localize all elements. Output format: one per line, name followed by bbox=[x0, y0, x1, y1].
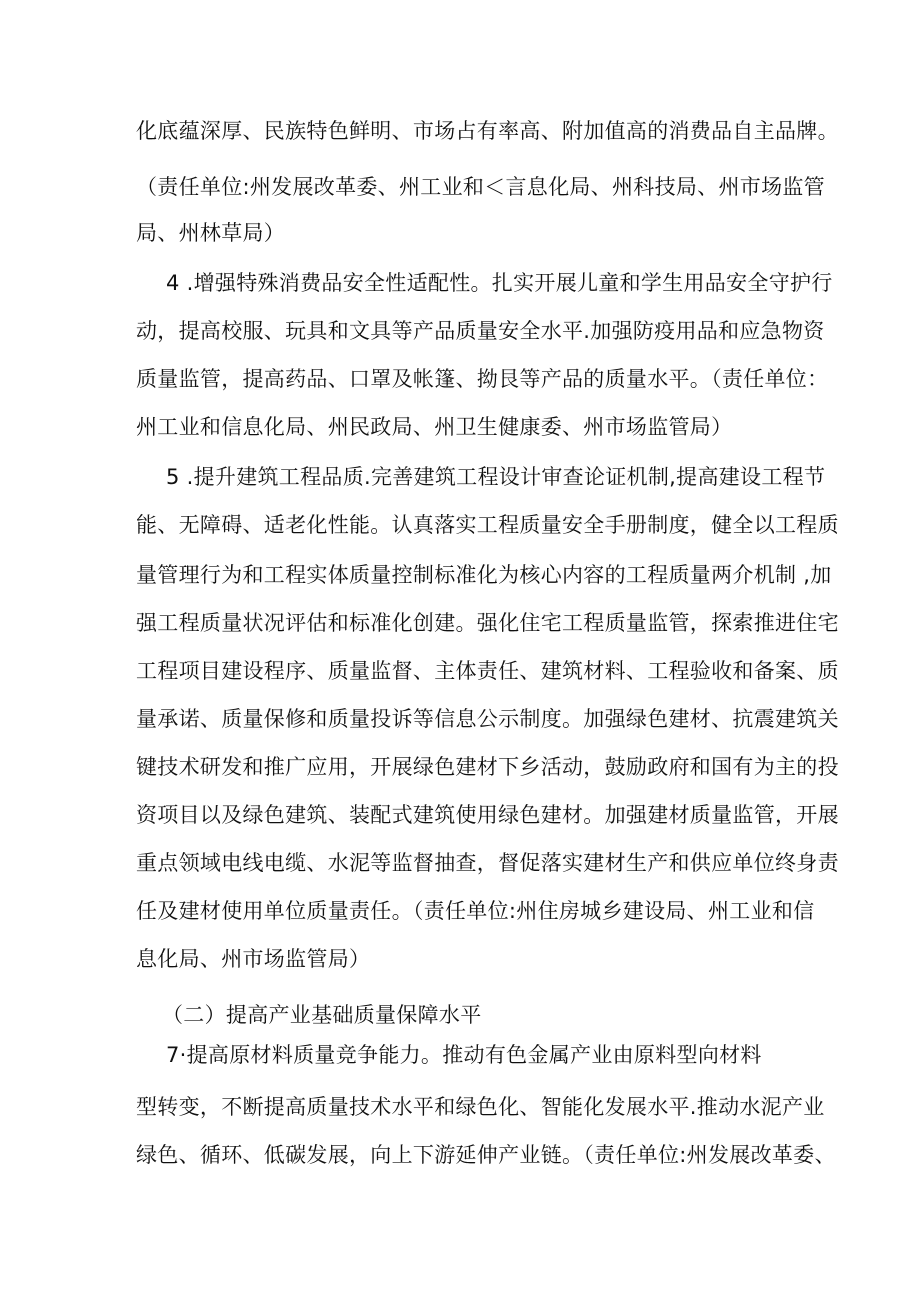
text-line: 键技术研发和推广应用，开展绿色建材下乡活动，鼓励政府和国有为主的投 bbox=[136, 755, 839, 779]
text-line: 州工业和信息化局、州民政局、州卫生健康委、州市场监管局） bbox=[136, 415, 733, 439]
text-line: 强工程质量状况评估和标准化创建。强化住宅工程质量监管，探索推进住宅 bbox=[136, 611, 839, 635]
paragraph-5-first-line: 5 .提升建筑工程品质.完善建筑工程设计审查论证机制,提高建设工程节 bbox=[166, 465, 826, 489]
text-line: 型转变，不断提高质量技术水平和绿色化、智能化发展水平.推动水泥产业 bbox=[136, 1095, 825, 1119]
text-line: 量承诺、质量保修和质量投诉等信息公示制度。加强绿色建材、抗震建筑关 bbox=[136, 707, 839, 731]
paragraph-4-first-line: 4 .增强特殊消费品安全性适配性。扎实开展儿童和学生用品安全守护行 bbox=[166, 271, 833, 295]
text-line: 能、无障碍、适老化性能。认真落实工程质量安全手册制度，健全以工程质 bbox=[136, 513, 839, 537]
text-line: 工程项目建设程序、质量监督、主体责任、建筑材料、工程验收和备案、质 bbox=[136, 659, 839, 683]
section-heading: （二）提高产业基础质量保障水平 bbox=[162, 1003, 482, 1027]
paragraph-7-first-line: 7·提高原材料质量竞争能力。推动有色金属产业由原料型向材料 bbox=[166, 1043, 762, 1067]
text-line: 化底蕴深厚、民族特色鲜明、市场占有率高、附加值高的消费品自主品牌。 bbox=[136, 119, 839, 143]
text-line: 质量监管，提高药品、口罩及帐篷、拗艮等产品的质量水平。（责任单位： bbox=[136, 367, 829, 391]
text-line: 重点领域电线电缆、水泥等监督抽查，督促落实建材生产和供应单位终身责 bbox=[136, 851, 839, 875]
text-line: 量管理行为和工程实体质量控制标准化为核心内容的工程质量两介机制 ,加 bbox=[136, 563, 832, 587]
text-line: 息化局、州市场监管局） bbox=[136, 947, 371, 971]
text-line: 绿色、循环、低碳发展，向上下游延伸产业链。（责任单位:州发展改革委、 bbox=[136, 1143, 836, 1167]
text-line: 资项目以及绿色建筑、装配式建筑使用绿色建材。加强建材质量监管，开展 bbox=[136, 803, 839, 827]
text-line: 局、州林草局） bbox=[136, 221, 286, 245]
text-line: 动，提高校服、玩具和文具等产品质量安全水平.加强防疫用品和应急物资 bbox=[136, 319, 825, 343]
text-line: （责任单位:州发展改革委、州工业和＜言息化局、州科技局、州市场监管 bbox=[136, 175, 825, 199]
text-line: 任及建材使用单位质量责任。（责任单位:州住房城乡建设局、州工业和信 bbox=[136, 899, 815, 923]
